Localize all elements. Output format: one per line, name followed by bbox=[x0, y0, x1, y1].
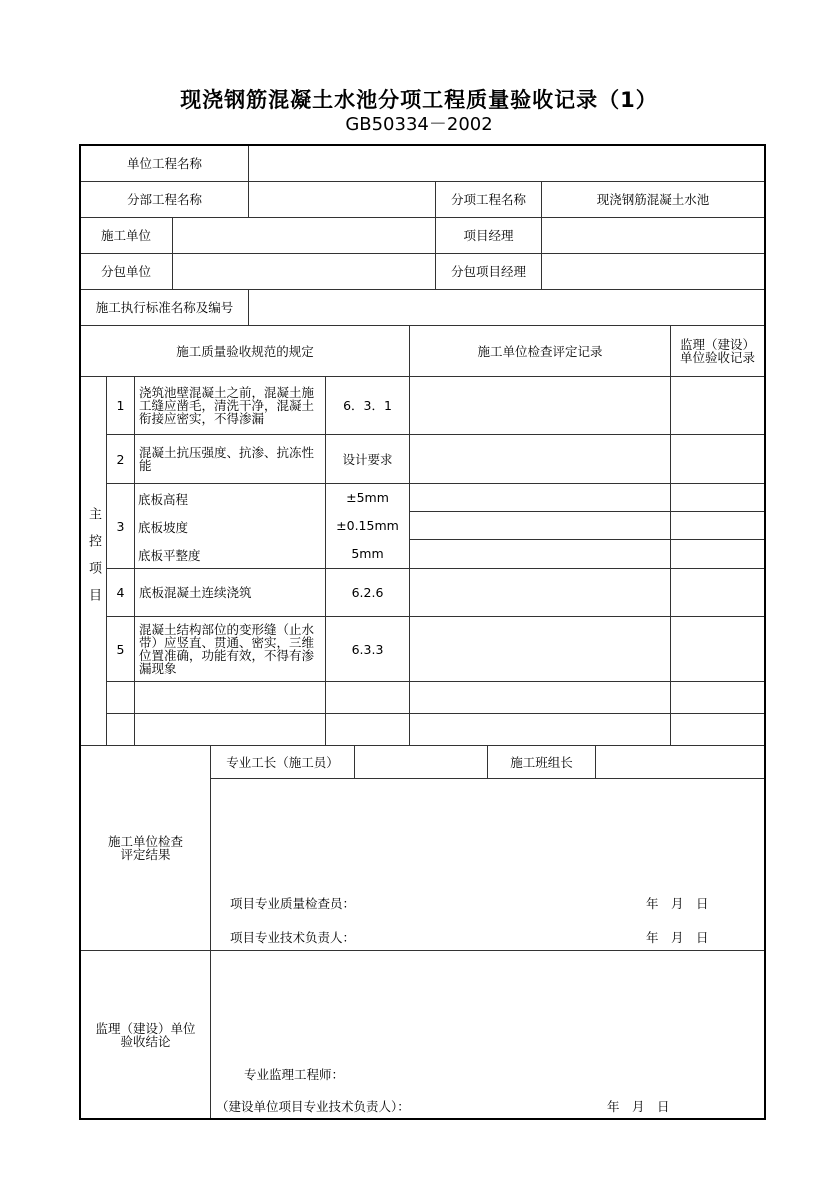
item-supervision-field[interactable] bbox=[670, 511, 765, 540]
item-check-field[interactable] bbox=[409, 568, 671, 617]
item-desc: 底板高程 bbox=[138, 492, 189, 507]
item-desc: 混凝土结构部位的变形缝（止水带）应竖直、贯通、密实，三维位置准确，功能有效，不得有渗漏现象 bbox=[134, 616, 326, 682]
empty-cell[interactable] bbox=[670, 681, 765, 714]
item-check-field[interactable] bbox=[409, 539, 671, 569]
empty-cell[interactable] bbox=[670, 713, 765, 746]
empty-cell bbox=[106, 681, 135, 714]
supervising-engineer-label: 专业监理工程师： bbox=[244, 1067, 345, 1082]
foreman-label: 专业工长（施工员） bbox=[210, 745, 355, 779]
sub-pm-field[interactable] bbox=[541, 253, 765, 290]
subitem-label: 分项工程名称 bbox=[435, 181, 542, 218]
tech-lead-label: 项目专业技术负责人： bbox=[230, 930, 356, 945]
pm-field[interactable] bbox=[541, 217, 765, 254]
item-spec: ±0.15mm bbox=[336, 518, 399, 533]
item-desc: 浇筑池壁混凝土之前，混凝土施工缝应凿毛，清洗干净，混凝土衔接应密实，不得渗漏 bbox=[134, 376, 326, 435]
subcontractor-field[interactable] bbox=[172, 253, 436, 290]
team-leader-field[interactable] bbox=[595, 745, 765, 779]
item-spec: 6.3.3 bbox=[325, 616, 410, 682]
qc-date: 年 月 日 bbox=[646, 896, 709, 911]
item-check-field[interactable] bbox=[409, 434, 671, 484]
item-check-field[interactable] bbox=[409, 483, 671, 512]
owner-tech-lead-label: （建设单位项目专业技术负责人）： bbox=[216, 1099, 410, 1114]
item-desc: 底板平整度 bbox=[138, 548, 201, 563]
supervision-date: 年 月 日 bbox=[607, 1099, 670, 1114]
empty-cell bbox=[106, 713, 135, 746]
item-check-field[interactable] bbox=[409, 376, 671, 435]
item-supervision-field[interactable] bbox=[670, 616, 765, 682]
item-spec: 6．3．1 bbox=[325, 376, 410, 435]
item-desc: 底板混凝土连续浇筑 bbox=[134, 568, 326, 617]
supervision-result-field[interactable] bbox=[210, 950, 765, 1119]
item-desc: 底板坡度 bbox=[138, 520, 189, 535]
item-supervision-field[interactable] bbox=[670, 376, 765, 435]
item-spec: ±5mm bbox=[346, 490, 389, 505]
item-supervision-field[interactable] bbox=[670, 539, 765, 569]
division-label: 分部工程名称 bbox=[80, 181, 249, 218]
sub-pm-label: 分包项目经理 bbox=[435, 253, 542, 290]
item-desc: 混凝土抗压强度、抗渗、抗冻性能 bbox=[134, 434, 326, 484]
subitem-value[interactable]: 现浇钢筋混凝土水池 bbox=[541, 181, 765, 218]
empty-cell[interactable] bbox=[134, 681, 326, 714]
check-column-header: 施工单位检查评定记录 bbox=[409, 325, 671, 377]
item-no: 2 bbox=[106, 434, 135, 484]
contractor-result-field[interactable] bbox=[210, 778, 765, 951]
supervision-result-label: 监理（建设）单位验收结论 bbox=[80, 950, 211, 1119]
foreman-field[interactable] bbox=[354, 745, 488, 779]
item-check-field[interactable] bbox=[409, 511, 671, 540]
standard-code: GB50334－2002 bbox=[345, 114, 493, 135]
pm-label: 项目经理 bbox=[435, 217, 542, 254]
exec-standard-field[interactable] bbox=[248, 289, 765, 326]
team-leader-label: 施工班组长 bbox=[487, 745, 596, 779]
form-title: 现浇钢筋混凝土水池分项工程质量验收记录（1） bbox=[180, 88, 658, 112]
item-no: 3 bbox=[106, 483, 135, 569]
main-control-label: 主控项目 bbox=[80, 376, 107, 746]
unit-project-field[interactable] bbox=[248, 145, 765, 182]
unit-project-label: 单位工程名称 bbox=[80, 145, 249, 182]
item-supervision-field[interactable] bbox=[670, 483, 765, 512]
qc-inspector-label: 项目专业质量检查员： bbox=[230, 896, 356, 911]
item-spec: 5mm bbox=[351, 546, 384, 561]
empty-cell[interactable] bbox=[325, 713, 410, 746]
supervision-column-header: 监理（建设）单位验收记录 bbox=[670, 325, 765, 377]
contractor-result-label: 施工单位检查评定结果 bbox=[80, 745, 211, 951]
item-spec: 6.2.6 bbox=[325, 568, 410, 617]
subcontractor-label: 分包单位 bbox=[80, 253, 173, 290]
contractor-label: 施工单位 bbox=[80, 217, 173, 254]
item-supervision-field[interactable] bbox=[670, 434, 765, 484]
empty-cell[interactable] bbox=[134, 713, 326, 746]
item-no: 5 bbox=[106, 616, 135, 682]
item-no: 4 bbox=[106, 568, 135, 617]
contractor-field[interactable] bbox=[172, 217, 436, 254]
exec-standard-label: 施工执行标准名称及编号 bbox=[80, 289, 249, 326]
spec-column-header: 施工质量验收规范的规定 bbox=[80, 325, 410, 377]
empty-cell[interactable] bbox=[409, 713, 671, 746]
item-supervision-field[interactable] bbox=[670, 568, 765, 617]
item-spec: 设计要求 bbox=[325, 434, 410, 484]
empty-cell[interactable] bbox=[409, 681, 671, 714]
division-field[interactable] bbox=[248, 181, 436, 218]
tech-date: 年 月 日 bbox=[646, 930, 709, 945]
item-no: 1 bbox=[106, 376, 135, 435]
empty-cell[interactable] bbox=[325, 681, 410, 714]
item-check-field[interactable] bbox=[409, 616, 671, 682]
